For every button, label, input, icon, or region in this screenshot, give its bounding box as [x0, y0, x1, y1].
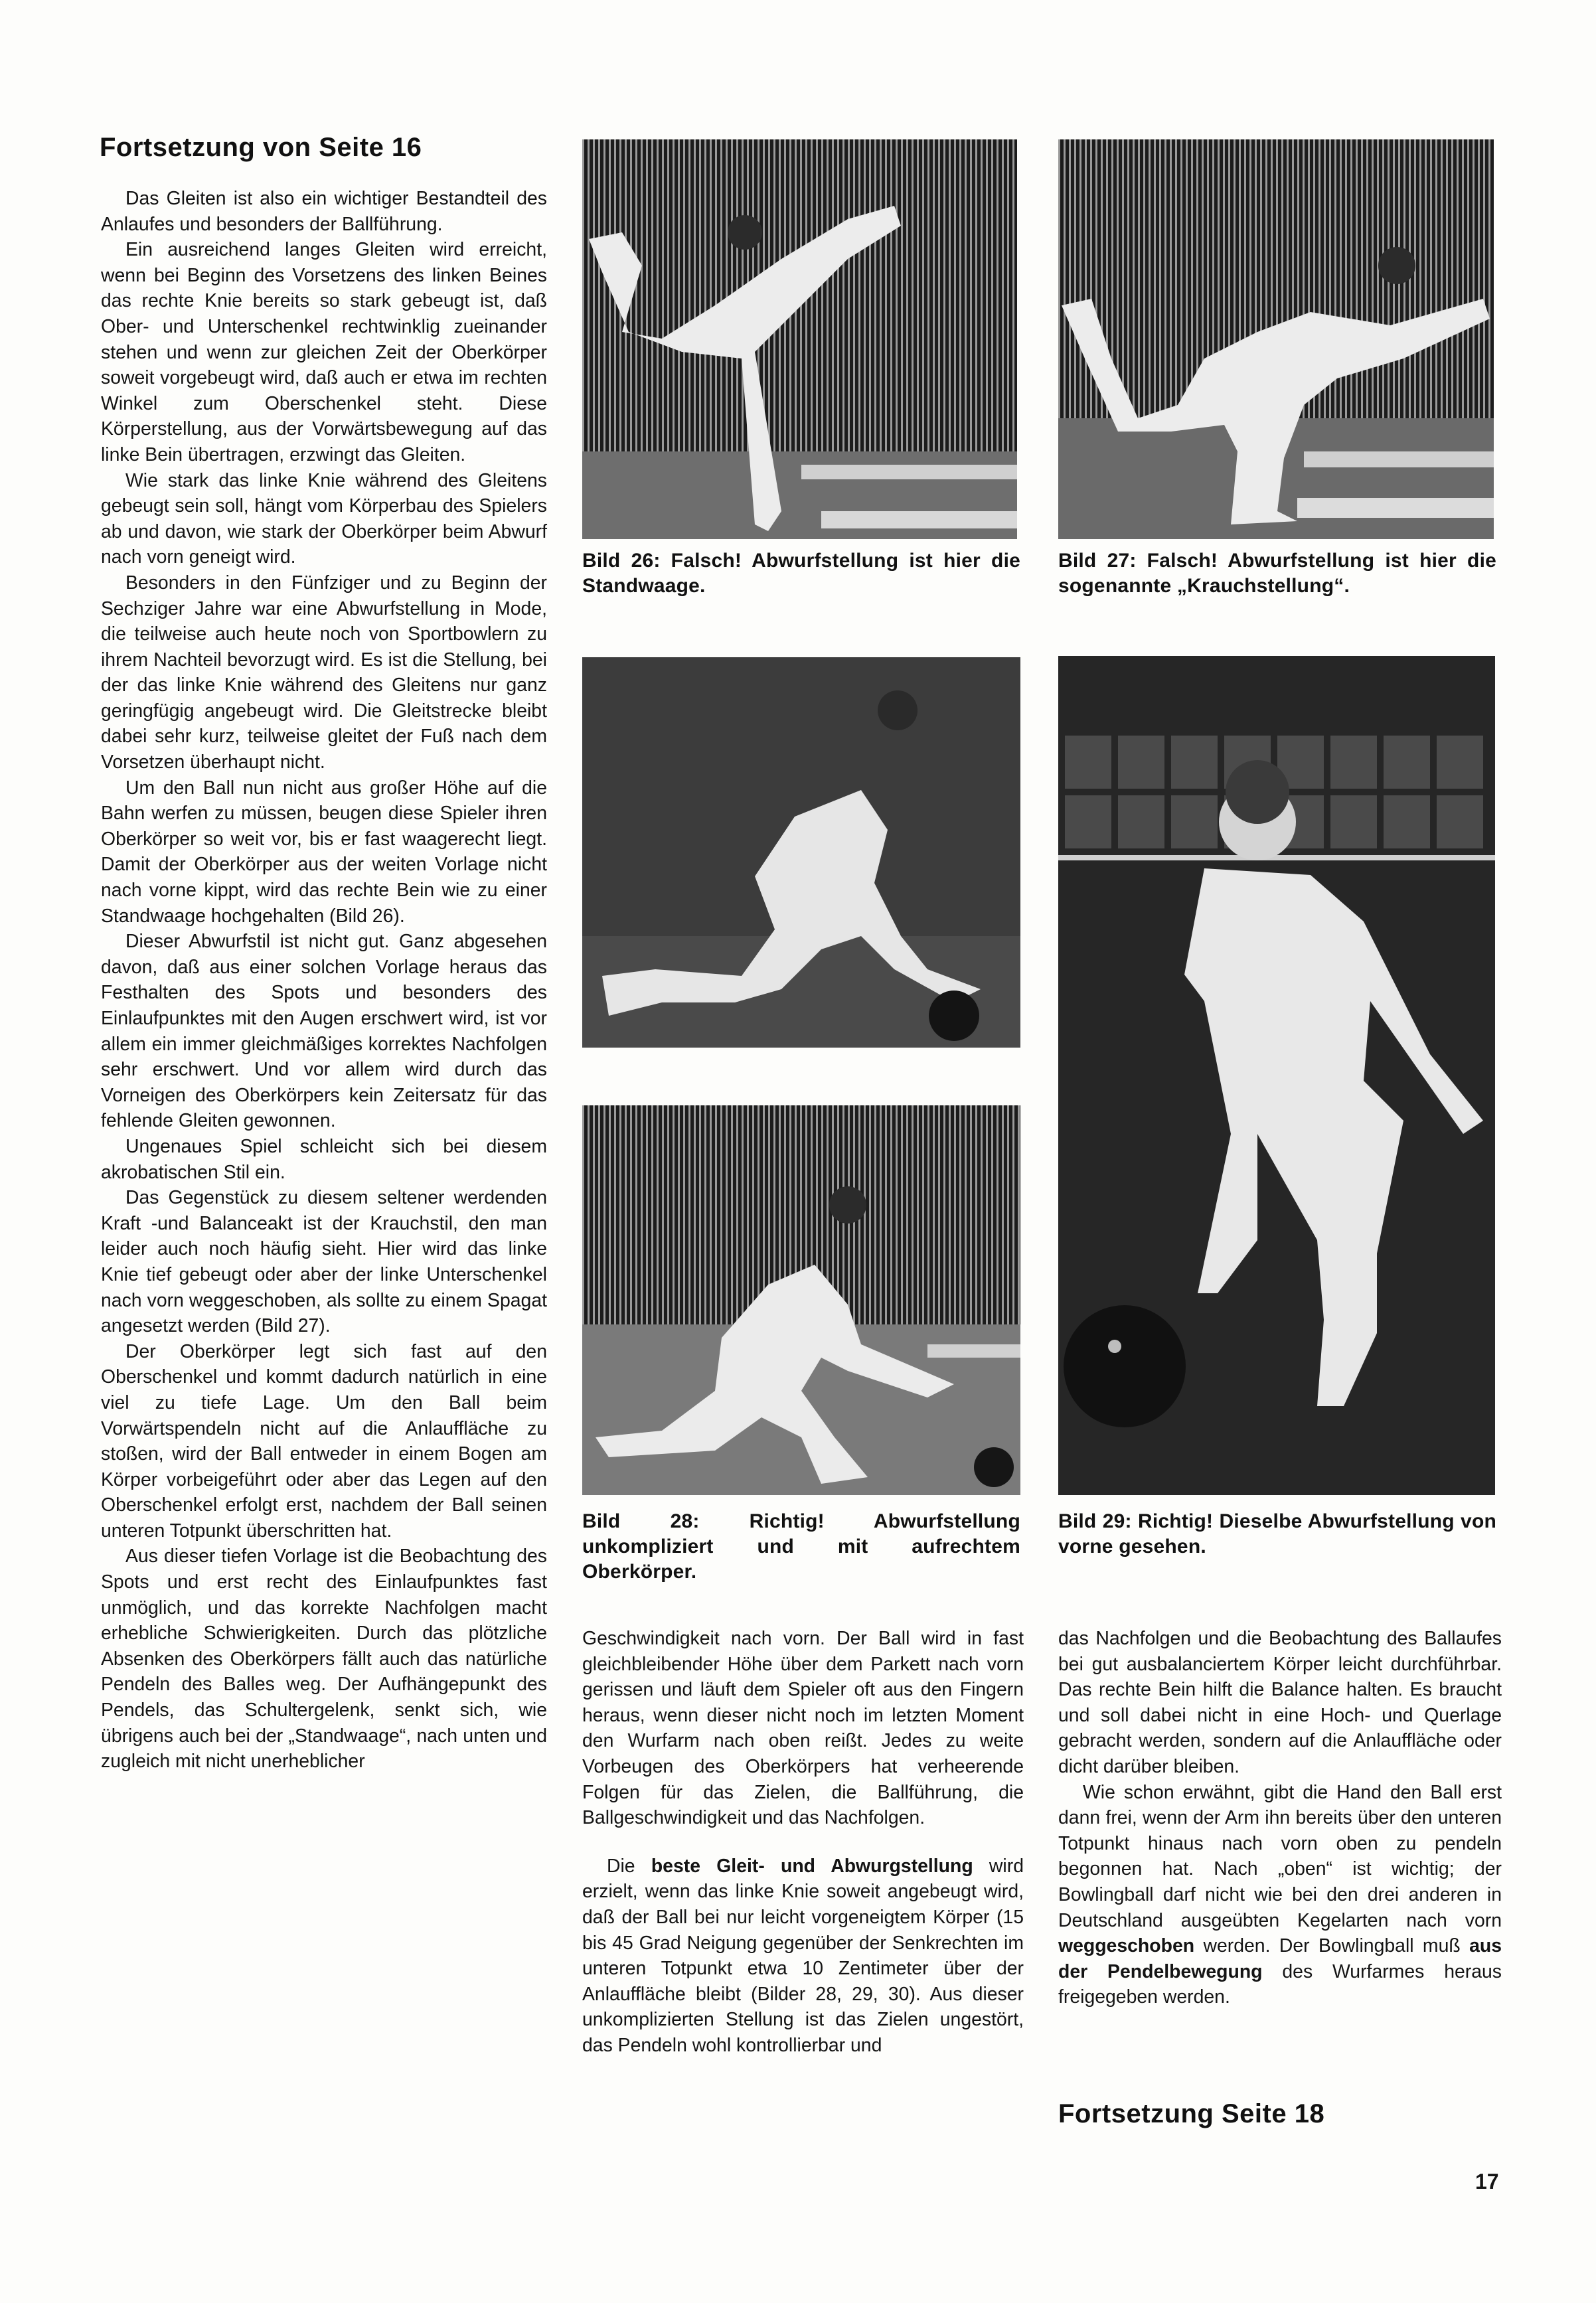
article-column-middle	[582, 1626, 1024, 2059]
article-column-left	[101, 186, 547, 1775]
emphasis-text: weggeschoben	[1058, 1935, 1195, 1957]
emphasis-text: beste Gleit- und Abwurgstellung	[651, 1855, 973, 1877]
photo-bild-26	[582, 139, 1017, 539]
caption-bild-26: Bild 26: Falsch! Abwurfstellung ist hier die Standwaage.	[582, 550, 1020, 597]
paragraph: Das Gleiten ist also ein wichtiger Bestandteil des Anlaufes und besonders der Ballführung.	[101, 188, 547, 235]
paragraph-best-position	[582, 1854, 1024, 2059]
continued-from-heading: Fortsetzung von Seite 16	[100, 133, 422, 162]
paragraph: das Nachfolgen und die Beobachtung des Ballaufes bei gut ausbalanciertem Körper leicht durchführbar. Das rechte Bein hilft die Balance halten. Es braucht und soll dabei nicht in eine Hoch- und Querlage gebracht werden, sondern auf die Anlauffläche oder dicht darüber bleiben.	[1058, 1628, 1502, 1777]
caption-bild-28: Bild 28: Richtig! Abwurfstellung unkompliziert und mit aufrechtem Oberkörper.	[582, 1510, 1020, 1583]
paragraph: Ein ausreichend langes Gleiten wird erreicht, wenn bei Beginn des Vorsetzens des linken Beines das rechte Knie bereits so stark gebeugt ist, daß Ober- und Unterschenkel rechtwinklig zueinander stehen und wenn zur gleichen Zeit der Oberkörper soweit vorgebeugt wird, daß auch er etwa im rechten Winkel zum Oberschenkel steht. Diese Körperstellung, aus der Vorwärtsbewegung auf das linke Bein übertragen, erzwingt das Gleiten.	[101, 239, 547, 465]
photo-bild-27	[1058, 139, 1494, 539]
paragraph: Geschwindigkeit nach vorn. Der Ball wird in fast gleichbleibender Höhe über dem Parkett nach vorn gerissen und läuft dem Spieler oft aus den Fingern heraus, wenn dieser nicht noch im letzten Moment den Wurfarm nach oben reißt. Jedes zu weite Vorbeugen des Oberkörpers hat verheerende Folgen für das Zielen, die Ballführung, die Ballgeschwindigkeit und das Nachfolgen.	[582, 1628, 1024, 1829]
photo-bild-29	[1058, 656, 1495, 1495]
bowler-frontal-image	[1058, 656, 1495, 1495]
caption-bild-27: Bild 27: Falsch! Abwurfstellung ist hier die sogenannte „Krauchstellung“.	[1058, 550, 1496, 597]
paragraph: Aus dieser tiefen Vorlage ist die Beobachtung des Spots und erst recht des Einlaufpunktes fast unmöglich, und das korrekte Nachfolgen macht erhebliche Schwierigkeiten. Durch das plötzliche Absenken des Oberkörpers fällt auch das natürliche Pendeln des Balles weg. Der Aufhängepunkt des Pendels, das Schultergelenk, senkt sich, wie übrigens auch bei der „Standwaage“, nach unten und zugleich mit nicht unerheblicher	[101, 1546, 547, 1773]
paragraph: Wie stark das linke Knie während des Gleitens gebeugt sein soll, hängt vom Körperbau des Spielers ab und davon, wie stark der Oberkörper beim Abwurf nach vorn geneigt wird.	[101, 469, 547, 568]
text-run: des Wurfarmes heraus freigegeben werden.	[1058, 1960, 1502, 2008]
article-column-right	[1058, 1626, 1502, 2010]
bowler-krauchstellung-image	[1058, 139, 1494, 539]
bowler-standwaage-image	[582, 139, 1017, 539]
paragraph: Der Oberkörper legt sich fast auf den Oberschenkel und kommt dadurch natürlich in eine viel zu tiefe Lage. Um den Ball beim Vorwärtspendeln nicht auf die Anlauffläche zu stoßen, wird der Ball entweder in einem Bogen am Körper vorbeigeführt oder aber das Legen auf den Oberschenkel erfolgt erst, nachdem der Ball seinen unteren Totpunkt überschritten hat.	[101, 1340, 547, 1542]
bowler-gleitstellung-image	[582, 657, 1020, 1048]
emphasis-text: aus der Pendelbewegung	[1058, 1935, 1502, 1982]
text-run: Die	[607, 1855, 651, 1877]
continued-on-heading: Fortsetzung Seite 18	[1058, 2099, 1325, 2128]
text-run: Wie schon erwähnt, gibt die Hand den Ball erst dann frei, wenn der Arm ihn bereits über den unteren Totpunkt hinaus nach vorn oben zu pendeln begonnen hat. Nach „oben“ ist wichtig; der Bowlingball darf nicht wie bei den drei anderen in Deutschland ausgeübten Kegelarten nach vorn	[1058, 1781, 1502, 1931]
page-number: 17	[1475, 2170, 1499, 2193]
paragraph: Ungenaues Spiel schleicht sich bei diesem akrobatischen Stil ein.	[101, 1135, 547, 1183]
bowler-aufrecht-image	[582, 1105, 1020, 1495]
photo-bild-28-sequence	[582, 657, 1020, 1048]
paragraph: Dieser Abwurfstil ist nicht gut. Ganz abgesehen davon, daß aus einer solchen Vorlage heraus das Festhalten des Spots und besonders des Einlaufpunktes mit den Augen erschwert wird, ist vor allem ein immer gleichmäßiges korrektes Nachfolgen sehr erschwert. Und vor allem wird durch das Vorneigen des Oberkörpers kein Zeitersatz für das fehlende Gleiten gewonnen.	[101, 931, 547, 1132]
paragraph: Besonders in den Fünfziger und zu Beginn der Sechziger Jahre war eine Abwurfstellung in Mode, die teilweise auch heute noch von Sportbowlern zu ihrem Nachteil bevorzugt wird. Es ist die Stellung, bei der das linke Knie während des Gleitens nur ganz geringfügig angebeugt wird. Die Gleitstrecke bleibt dabei sehr kurz, teilweise gleitet der Fuß nach dem Vorsetzen überhaupt nicht.	[101, 572, 547, 773]
paragraph: Das Gegenstück zu diesem seltener werdenden Kraft -und Balanceakt ist der Krauchstil, den man leider auch noch häufig sieht. Hier wird das linke Knie tief gebeugt oder aber der linke Unterschenkel nach vorn weggeschoben, als sollte zu einem Spagat angesetzt werden (Bild 27).	[101, 1187, 547, 1337]
paragraph: Um den Ball nun nicht aus großer Höhe auf die Bahn werfen zu müssen, beugen diese Spieler ihren Oberkörper so weit vor, bis er fast waagerecht liegt. Damit der Oberkörper aus der weiten Vorlage nicht nach vorne kippt, wird das rechte Bein wie zu einer Standwaage hochgehalten (Bild 26).	[101, 777, 547, 927]
photo-bild-28	[582, 1105, 1020, 1495]
caption-bild-29: Bild 29: Richtig! Dieselbe Abwurfstellung von vorne gesehen.	[1058, 1510, 1496, 1557]
paragraph-release	[1058, 1780, 1502, 2010]
text-run: wird erzielt, wenn das linke Knie soweit angebeugt wird, daß der Ball bei nur leicht vorgeneigtem Körper (15 bis 45 Grad Neigung gegenüber der Senkrechten im unteren Totpunkt etwa 10 Zentimeter über der Anlauffläche bleibt (Bilder 28, 29, 30). Aus dieser unkomplizierten Stellung ist das Zielen ungestört, das Pendeln wohl kontrollierbar und	[582, 1855, 1024, 2056]
text-run: werden. Der Bowlingball muß	[1194, 1935, 1470, 1957]
